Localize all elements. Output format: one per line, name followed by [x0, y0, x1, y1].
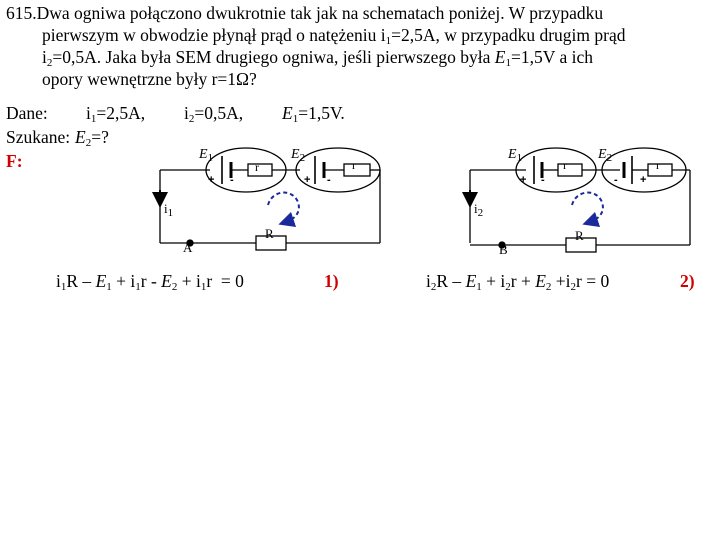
c2-cell2-label: $E_2$: [598, 147, 613, 164]
c2-resistor-label: R: [575, 228, 584, 243]
c2-node-label: B: [499, 242, 508, 257]
c2-r1-label: r: [563, 158, 567, 172]
c1-cell1-label: $E_1$: [199, 147, 214, 164]
given-label: Dane:: [6, 103, 48, 123]
problem-line-2: pierwszym w obwodzie płynął prąd o natężeniu $i_1=2,5A$, w przypadku drugim prąd: [42, 25, 626, 47]
formula-label: F:: [6, 151, 23, 171]
c1-cell2-plus: +: [304, 174, 311, 186]
c2-cell2-plus: +: [640, 174, 647, 186]
equation-2: $i_2R - E_1 + i_2r + E_2 +i_2r = 0$: [426, 271, 610, 293]
c1-resistor-label: R: [265, 226, 274, 241]
c2-cell1-minus: -: [541, 174, 545, 186]
problem-line-4: opory wewnętrzne były r=1Ω?: [42, 69, 257, 89]
c2-cell1-plus: +: [520, 174, 527, 186]
equation-1-number: 1): [324, 271, 339, 291]
equation-2-number: 2): [680, 271, 695, 291]
given-E1: $E_1=1,5V$.: [282, 103, 345, 125]
equation-1: $i_1R - E_1 + i_1r - E_2 + i_1r = 0$: [56, 271, 244, 293]
c1-node-label: A: [183, 240, 193, 255]
c2-current-label: $i_2$: [474, 201, 484, 219]
c1-r1-label: r: [255, 160, 259, 174]
c1-cell2-label: $E_2$: [291, 147, 306, 164]
problem-line-1: 615.Dwa ogniwa połączono dwukrotnie tak jak na schematach poniżej. W przypadku: [6, 3, 604, 23]
given-i2: $i_2=0,5A$,: [184, 103, 244, 125]
problem-line-3: $i_2=0,5A$. Jaka była SEM drugiego ogniwa, jeśli pierwszego była $E_1=1,5V$ a ich: [42, 47, 593, 69]
c1-cell2-minus: -: [327, 174, 331, 186]
c2-cell2-minus: -: [614, 174, 618, 186]
sought-value: $E_2=$?: [75, 127, 109, 149]
given-i1: $i_1=2,5A$,: [86, 103, 146, 125]
c1-r2-label: r: [352, 158, 356, 172]
c2-cell1-label: $E_1$: [508, 147, 523, 164]
c1-cell1-plus: +: [208, 174, 215, 186]
c1-cell1-minus: -: [230, 174, 234, 186]
c1-current-label: $i_1$: [164, 201, 174, 219]
c2-r2-label: r: [656, 158, 660, 172]
sought-label: Szukane:: [6, 127, 71, 147]
